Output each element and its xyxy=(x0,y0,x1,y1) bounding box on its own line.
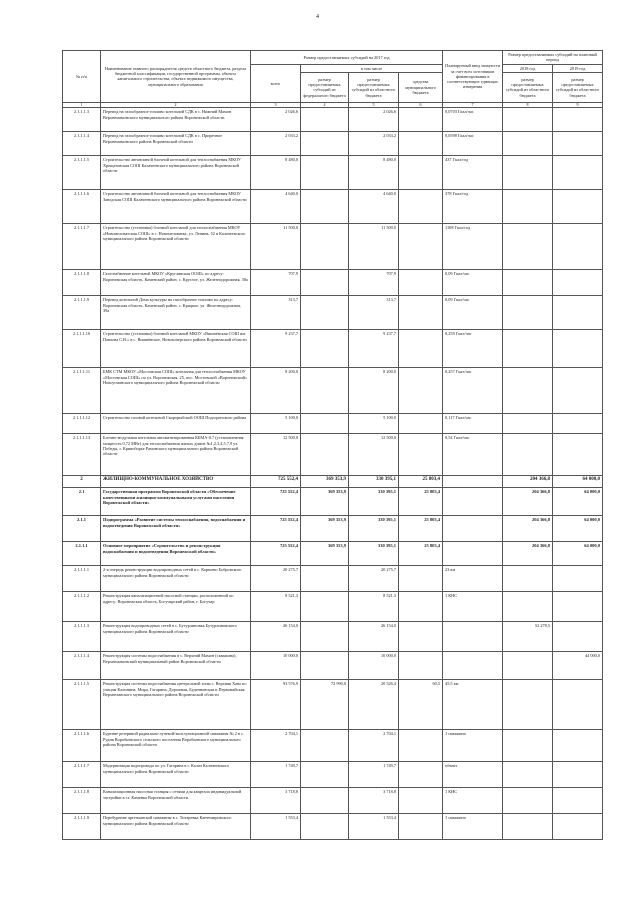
row-name: Реконструкция канализационной насосной станции, расположенной по адресу: Воронежская область, Богучарский район, г. Богучар xyxy=(101,592,251,622)
row-local xyxy=(399,368,443,414)
row-2019 xyxy=(553,414,603,434)
row-regional: 330 395,1 xyxy=(349,516,399,542)
header-plan-2018-sub: размер предоставляемых субсидий из областного бюджета xyxy=(503,72,553,102)
row-name: ЖИЛИЩНО-КОММУНАЛЬНОЕ ХОЗЯЙСТВО xyxy=(101,476,251,488)
row-regional: 3 718,8 xyxy=(349,788,399,814)
row-total: 5 100,0 xyxy=(251,414,301,434)
column-number: 9 xyxy=(553,102,603,108)
row-federal xyxy=(301,788,349,814)
row-total: 2 704,1 xyxy=(251,730,301,762)
row-regional: 5 100,0 xyxy=(349,414,399,434)
header-local: средства муниципального бюджета xyxy=(399,72,443,102)
row-2018: 204 366,8 xyxy=(503,542,553,566)
row-capacity xyxy=(443,476,503,488)
row-local xyxy=(399,414,443,434)
row-2019 xyxy=(553,762,603,788)
row-capacity: 1 КНС xyxy=(443,788,503,814)
row-regional: 707,9 xyxy=(349,270,399,296)
row-number: 2.1.1.1.6 xyxy=(63,190,101,224)
row-total: 8 521,3 xyxy=(251,592,301,622)
row-number: 2.1.1.1.4 xyxy=(63,132,101,156)
row-local xyxy=(399,788,443,814)
row-federal xyxy=(301,368,349,414)
table-row xyxy=(63,516,603,542)
row-number: 2.1.1.1.5 xyxy=(63,156,101,190)
table-row xyxy=(63,190,603,224)
row-2018: 52 278,5 xyxy=(503,622,553,652)
row-2018 xyxy=(503,190,553,224)
row-name: Строительство (установка) блочной котельной МКОУ «Вишнёвская СОШ им. Павлова С.В.» в с. Вишнёвское, Новохоперского района Воронежской области xyxy=(101,330,251,368)
row-regional: 10 000,0 xyxy=(349,652,399,680)
row-name: Газоснабжение котельной МКОУ «Круглянская ООШ» по адресу: Воронежская область, Каменский район, с. Круглое, ул. Железнодорожная, 38а xyxy=(101,270,251,296)
row-2018 xyxy=(503,730,553,762)
row-number: 2.1.1 xyxy=(63,516,101,542)
column-number: 2 xyxy=(101,102,251,108)
header-subsidy-2017: Размер предоставляемых субсидий на 2017 год xyxy=(251,51,443,65)
table-row xyxy=(63,730,603,762)
row-regional: 313,7 xyxy=(349,296,399,330)
row-name: Перевод на газообразное топливо котельной СДК в с. Нижний Мамон Верхнемамонского муниципального района Воронежской области xyxy=(101,108,251,132)
row-total: 4 640,0 xyxy=(251,190,301,224)
row-2019: 44 000,0 xyxy=(553,652,603,680)
row-capacity: 23 км xyxy=(443,566,503,592)
row-name: Строительство автономной блочной котельной для теплоснабжения МКОУ Хрещатовская СОШ Калачеевского муниципального района Воронежской области xyxy=(101,156,251,190)
row-total: 9 237,7 xyxy=(251,330,301,368)
row-2018 xyxy=(503,592,553,622)
row-number: 2.1.1.1.8 xyxy=(63,270,101,296)
row-name: БМК СТМ МКОУ «Мостовская СОШ» котельная для теплоснабжения МКОУ «Мостовская СОШ» по ул. Воронежская, 25, пос. Мостовской «Воронежский» Новоусманского муниципального района Воронежской области xyxy=(101,368,251,414)
row-name: Реконструкция системы водоснабжения центральной зоны с. Верхняя Хава по улицам Калинина, Мира, Гагарина, Дорожная, Буденновская и Первомайская Верхнехавского муниципального района Воронежской области xyxy=(101,680,251,730)
row-local xyxy=(399,108,443,132)
row-capacity: 0,0703 Гкал/час xyxy=(443,108,503,132)
row-capacity: 0,09 Гкал/час xyxy=(443,296,503,330)
row-local xyxy=(399,814,443,840)
row-federal xyxy=(301,592,349,622)
row-2018 xyxy=(503,132,553,156)
row-capacity: 0,117 Гкал/час xyxy=(443,414,503,434)
row-2019 xyxy=(553,296,603,330)
row-federal: 369 353,9 xyxy=(301,542,349,566)
header-2019: 2019 год xyxy=(553,64,603,72)
row-total: 2 033,2 xyxy=(251,132,301,156)
row-regional: 20 526,4 xyxy=(349,680,399,730)
table-row xyxy=(63,622,603,652)
row-local: 25 803,4 xyxy=(399,542,443,566)
row-2019 xyxy=(553,132,603,156)
header-total: всего xyxy=(251,64,301,102)
row-name: Перевод на газообразное топливо котельной СДК в с. Приречное Верхнемамонского района Воронежской области xyxy=(101,132,251,156)
row-federal xyxy=(301,330,349,368)
row-2019 xyxy=(553,788,603,814)
row-number: 2.1.1.1.13 xyxy=(63,434,101,476)
table-row xyxy=(63,330,603,368)
column-number: 6 xyxy=(399,102,443,108)
row-2018: 204 366,8 xyxy=(503,476,553,488)
table-row xyxy=(63,476,603,488)
row-local: 25 803,4 xyxy=(399,516,443,542)
row-2018 xyxy=(503,566,553,592)
row-total: 725 552,4 xyxy=(251,476,301,488)
row-federal xyxy=(301,762,349,788)
row-capacity: 0,0598 Гкал/час xyxy=(443,132,503,156)
row-local xyxy=(399,132,443,156)
row-2018 xyxy=(503,108,553,132)
row-local xyxy=(399,190,443,224)
row-federal xyxy=(301,730,349,762)
row-total: 313,7 xyxy=(251,296,301,330)
row-total: 2 026,6 xyxy=(251,108,301,132)
row-2019 xyxy=(553,730,603,762)
row-local xyxy=(399,730,443,762)
row-number: 2.1.1.1.2 xyxy=(63,592,101,622)
table-row xyxy=(63,434,603,476)
header-capacity: Планируемый ввод мощности за счет всех источников финансирования в соответствующих единицах измерения xyxy=(443,51,503,103)
row-total: 725 552,4 xyxy=(251,516,301,542)
row-regional: 20 275,7 xyxy=(349,566,399,592)
row-federal: 369 353,9 xyxy=(301,488,349,516)
page-number: 4 xyxy=(316,14,319,20)
row-name: Строительство газовой котельной Скорорыбской ООШ Подгоренского района xyxy=(101,414,251,434)
row-2019: 64 000,0 xyxy=(553,476,603,488)
row-name: Перевод котельной Дома культуры на газообразное топливо по адресу: Воронежская область, Каменский район, с. Кряцкое, ул. Железнодорожная, 39а xyxy=(101,296,251,330)
column-number: 7 xyxy=(443,102,503,108)
row-local xyxy=(399,592,443,622)
row-name: Модернизация водопровода по ул. Гагарина в г. Калач Калачеевского муниципального района Воронежской области xyxy=(101,762,251,788)
row-federal xyxy=(301,814,349,840)
row-capacity: 1 скважина xyxy=(443,730,503,762)
row-total: 8 480,0 xyxy=(251,156,301,190)
row-2019 xyxy=(553,368,603,414)
row-number: 2.1.1.1.12 xyxy=(63,414,101,434)
row-local: 60,5 xyxy=(399,680,443,730)
row-total: 725 552,4 xyxy=(251,542,301,566)
row-regional: 12 500,0 xyxy=(349,434,399,476)
row-federal xyxy=(301,434,349,476)
row-local xyxy=(399,434,443,476)
row-regional: 330 395,1 xyxy=(349,476,399,488)
row-name: 2-я очередь реконструкции водопроводных сетей в с. Коршево Бобровского муниципального района Воронежской области xyxy=(101,566,251,592)
table-row xyxy=(63,652,603,680)
row-regional: 330 395,1 xyxy=(349,542,399,566)
row-federal xyxy=(301,132,349,156)
row-name: Строительство (установка) блочной котельной для теплоснабжения МКОУ «Новомеловатская СОШ» в с. Новомеловатка, ул. Ленина, 52 в Калачеевского муниципального района Воронежской области xyxy=(101,224,251,270)
row-number: 2.1.1.1.9 xyxy=(63,814,101,840)
row-total: 3 718,8 xyxy=(251,788,301,814)
row-local: 25 803,4 xyxy=(399,476,443,488)
column-number: 8 xyxy=(503,102,553,108)
table-row xyxy=(63,680,603,730)
row-2018 xyxy=(503,296,553,330)
row-local xyxy=(399,156,443,190)
row-total: 11 500,0 xyxy=(251,224,301,270)
row-2018 xyxy=(503,270,553,296)
row-federal xyxy=(301,566,349,592)
row-federal xyxy=(301,414,349,434)
row-capacity xyxy=(443,622,503,652)
row-regional: 2 026,6 xyxy=(349,108,399,132)
row-2018: 204 366,8 xyxy=(503,488,553,516)
row-federal xyxy=(301,108,349,132)
row-federal: 72 990,0 xyxy=(301,680,349,730)
row-federal xyxy=(301,622,349,652)
table-row xyxy=(63,108,603,132)
row-name: Блочно-модульная котельная автоматизированная КБМА-0,7 (установленная мощность 0,72 МВт) для теплоснабжения жилых домов №1,2,3,4,5,7,9 ул. Победы, г. Кривоборье Рамонского муниципального района Воронежской области xyxy=(101,434,251,476)
row-2019 xyxy=(553,270,603,296)
row-name: Бурение резервной радиально-лучевой/эксплуатационной скважины № 2 в с. Рудня Воробьевского сельского поселения Воробьевского муниципального района Воронежской области xyxy=(101,730,251,762)
row-number: 2.1.1.1.4 xyxy=(63,652,101,680)
row-number: 2.1.1.1.11 xyxy=(63,368,101,414)
row-capacity xyxy=(443,652,503,680)
table-row xyxy=(63,132,603,156)
row-total: 725 552,4 xyxy=(251,488,301,516)
row-2018 xyxy=(503,434,553,476)
row-2019 xyxy=(553,190,603,224)
row-capacity: 1 скважина xyxy=(443,814,503,840)
row-number: 2.1.1.1.7 xyxy=(63,224,101,270)
row-2018 xyxy=(503,652,553,680)
row-2019 xyxy=(553,814,603,840)
row-number: 2.1 xyxy=(63,488,101,516)
row-local: 25 803,4 xyxy=(399,488,443,516)
row-total: 8 200,0 xyxy=(251,368,301,414)
table-row xyxy=(63,814,603,840)
row-2019: 64 000,0 xyxy=(553,542,603,566)
row-capacity: объект xyxy=(443,762,503,788)
row-2019 xyxy=(553,434,603,476)
row-number: 2.1.1.1.3 xyxy=(63,108,101,132)
header-including: в том числе xyxy=(301,64,443,72)
row-capacity: 0,09 Гкал/час xyxy=(443,270,503,296)
row-federal xyxy=(301,224,349,270)
row-local xyxy=(399,762,443,788)
row-number: 2.1.1.1 xyxy=(63,542,101,566)
table-row xyxy=(63,762,603,788)
header-2018: 2018 год xyxy=(503,64,553,72)
row-regional: 11 500,0 xyxy=(349,224,399,270)
row-name: Реконструкция водопроводных сетей в с. Бутурлиновка Бутурлиновского муниципального района Воронежской области xyxy=(101,622,251,652)
row-2018 xyxy=(503,368,553,414)
row-2019 xyxy=(553,330,603,368)
table-row xyxy=(63,368,603,414)
row-number: 2.1.1.1.6 xyxy=(63,730,101,762)
row-total: 20 275,7 xyxy=(251,566,301,592)
row-2019 xyxy=(553,566,603,592)
row-2018 xyxy=(503,156,553,190)
row-capacity: 45,5 км xyxy=(443,680,503,730)
row-capacity: 1108 Гкал/год xyxy=(443,224,503,270)
row-regional: 4 640,0 xyxy=(349,190,399,224)
column-number: 3 xyxy=(251,102,301,108)
row-total: 12 500,0 xyxy=(251,434,301,476)
row-federal xyxy=(301,296,349,330)
row-capacity: 0,257 Гкал/час xyxy=(443,368,503,414)
row-local xyxy=(399,270,443,296)
column-number: 1 xyxy=(63,102,101,108)
row-2019: 64 000,0 xyxy=(553,516,603,542)
subsidy-table xyxy=(62,50,603,840)
row-regional: 2 033,2 xyxy=(349,132,399,156)
column-number: 5 xyxy=(349,102,399,108)
row-2019 xyxy=(553,108,603,132)
row-total: 26 154,0 xyxy=(251,622,301,652)
header-name: Наименование главного распорядителя средств областного бюджета, раздела бюджетной классификации, государственной программы, объекта капитального строительства, объекта недвижимого имущества, муниципального образования xyxy=(101,51,251,103)
row-number: 2.1.1.1.8 xyxy=(63,788,101,814)
table-row xyxy=(63,224,603,270)
row-local xyxy=(399,622,443,652)
row-federal xyxy=(301,652,349,680)
row-regional: 1 749,7 xyxy=(349,762,399,788)
header-num: № п/п xyxy=(63,51,101,103)
row-federal: 369 353,9 xyxy=(301,516,349,542)
row-2018 xyxy=(503,814,553,840)
row-2019 xyxy=(553,224,603,270)
row-number: 2.1.1.1.3 xyxy=(63,622,101,652)
header-plan-period: Размер предоставляемых субсидий на плановый период xyxy=(503,51,603,65)
table-row xyxy=(63,488,603,516)
row-number: 2.1.1.1.1 xyxy=(63,566,101,592)
row-regional: 2 704,1 xyxy=(349,730,399,762)
row-number: 2.1.1.1.7 xyxy=(63,762,101,788)
row-regional: 1 553,4 xyxy=(349,814,399,840)
row-2018 xyxy=(503,788,553,814)
row-total: 1 749,7 xyxy=(251,762,301,788)
row-local xyxy=(399,296,443,330)
row-2018 xyxy=(503,762,553,788)
row-2018 xyxy=(503,330,553,368)
row-local xyxy=(399,652,443,680)
row-local xyxy=(399,566,443,592)
row-regional: 8 480,0 xyxy=(349,156,399,190)
row-name: Реконструкция системы водоснабжения в с. Верхний Мамон (скважина), Верхнемамонский муниципальный район Воронежской области xyxy=(101,652,251,680)
row-total: 1 553,4 xyxy=(251,814,301,840)
row-capacity: 1 КНС xyxy=(443,592,503,622)
row-capacity xyxy=(443,488,503,516)
row-local xyxy=(399,330,443,368)
row-number: 2.1.1.1.5 xyxy=(63,680,101,730)
row-2018 xyxy=(503,414,553,434)
row-capacity xyxy=(443,542,503,566)
row-regional: 26 154,0 xyxy=(349,622,399,652)
row-number: 2.1.1.1.9 xyxy=(63,296,101,330)
header-regional: размер предоставляемых субсидий из областного бюджета xyxy=(349,72,399,102)
row-regional: 9 237,7 xyxy=(349,330,399,368)
row-federal xyxy=(301,156,349,190)
header-federal: размер предоставляемых субсидий из федерального бюджета xyxy=(301,72,349,102)
row-2019 xyxy=(553,592,603,622)
row-capacity: 437 Гкал/год xyxy=(443,156,503,190)
row-2019: 64 000,0 xyxy=(553,488,603,516)
row-name: Государственная программа Воронежской области «Обеспечение качественными жилищно-коммунальными услугами населения Воронежской области» xyxy=(101,488,251,516)
row-regional: 8 200,0 xyxy=(349,368,399,414)
row-name: Подпрограмма «Развитие системы теплоснабжения, водоснабжения и водоотведения Воронежской области» xyxy=(101,516,251,542)
row-regional: 330 395,1 xyxy=(349,488,399,516)
table-row xyxy=(63,788,603,814)
row-local xyxy=(399,224,443,270)
row-name: Канализационная насосная станция с сетями для квартала индивидуальной застройки в г.г. Каменка Воронежской области xyxy=(101,788,251,814)
row-2018 xyxy=(503,680,553,730)
row-name: Перебурение артезианской скважины в с. Титаревка Кантемировского муниципального района Воронежской области xyxy=(101,814,251,840)
row-2019 xyxy=(553,680,603,730)
row-2018 xyxy=(503,224,553,270)
table-row xyxy=(63,542,603,566)
table-row xyxy=(63,296,603,330)
table-row xyxy=(63,156,603,190)
row-total: 10 000,0 xyxy=(251,652,301,680)
header-plan-2019-sub: размер предоставляемых субсидий из областного бюджета xyxy=(553,72,603,102)
row-total: 707,9 xyxy=(251,270,301,296)
row-capacity xyxy=(443,516,503,542)
row-number: 2 xyxy=(63,476,101,488)
row-federal xyxy=(301,270,349,296)
row-capacity: 0,259 Гкал/час xyxy=(443,330,503,368)
row-name: Основное мероприятие «Строительство и реконструкция водоснабжения и водоотведения Воронежской области» xyxy=(101,542,251,566)
row-number: 2.1.1.1.10 xyxy=(63,330,101,368)
row-capacity: 0,54 Гкал/час xyxy=(443,434,503,476)
table-row xyxy=(63,592,603,622)
table-row xyxy=(63,566,603,592)
row-name: Строительство автономной блочной котельной для теплоснабжения МКОУ Заводская СОШ Калачеевского муниципального района Воронежской области xyxy=(101,190,251,224)
row-total: 93 576,9 xyxy=(251,680,301,730)
row-2018: 204 366,8 xyxy=(503,516,553,542)
row-regional: 8 521,3 xyxy=(349,592,399,622)
row-capacity: 378 Гкал/год xyxy=(443,190,503,224)
table-row xyxy=(63,270,603,296)
row-2019 xyxy=(553,622,603,652)
table-row xyxy=(63,414,603,434)
column-number: 4 xyxy=(301,102,349,108)
row-federal: 369 353,9 xyxy=(301,476,349,488)
row-federal xyxy=(301,190,349,224)
row-2019 xyxy=(553,156,603,190)
